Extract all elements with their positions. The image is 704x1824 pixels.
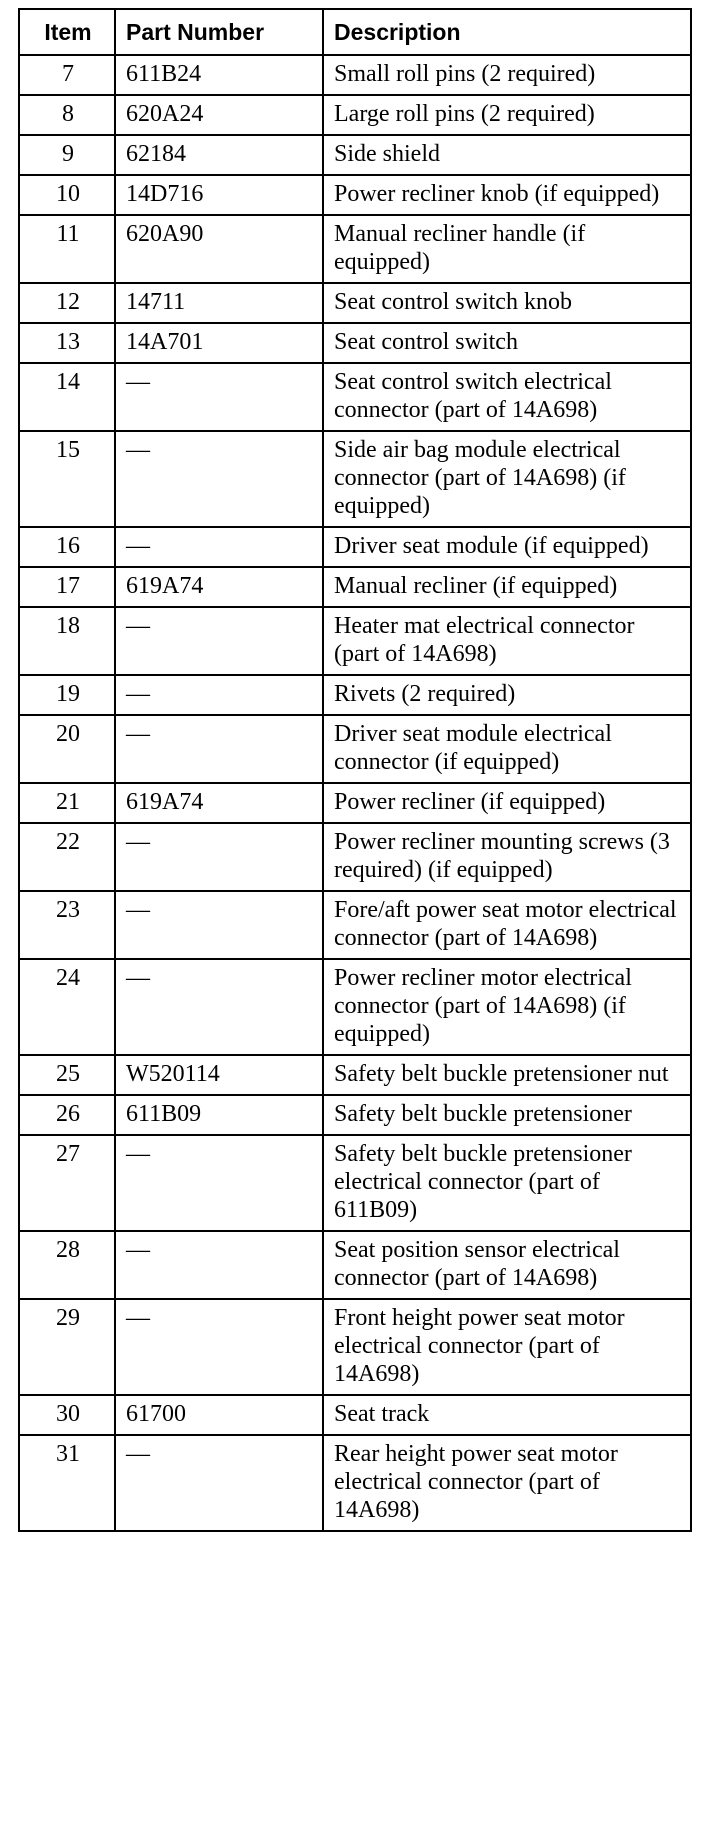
item-cell: 13 [19, 323, 115, 363]
table-row [19, 891, 691, 959]
description-cell: Safety belt buckle pretensioner nut [323, 1055, 691, 1095]
table-row [19, 1095, 691, 1135]
description-cell: Front height power seat motor electrical connector (part of 14A698) [323, 1299, 691, 1395]
table-row [19, 783, 691, 823]
part-number-cell: — [115, 363, 323, 431]
description-cell: Seat position sensor electrical connector (part of 14A698) [323, 1231, 691, 1299]
item-cell: 31 [19, 1435, 115, 1531]
part-number-cell: 619A74 [115, 783, 323, 823]
part-number-cell: — [115, 1435, 323, 1531]
item-cell: 27 [19, 1135, 115, 1231]
item-cell: 8 [19, 95, 115, 135]
table-row [19, 363, 691, 431]
part-number-cell: — [115, 607, 323, 675]
item-cell: 16 [19, 527, 115, 567]
item-cell: 15 [19, 431, 115, 527]
description-cell: Heater mat electrical connector (part of 14A698) [323, 607, 691, 675]
description-cell: Power recliner knob (if equipped) [323, 175, 691, 215]
description-cell: Manual recliner handle (if equipped) [323, 215, 691, 283]
item-cell: 26 [19, 1095, 115, 1135]
description-cell: Power recliner motor electrical connector (part of 14A698) (if equipped) [323, 959, 691, 1055]
table-row [19, 823, 691, 891]
part-number-cell: — [115, 1299, 323, 1395]
item-cell: 9 [19, 135, 115, 175]
item-cell: 22 [19, 823, 115, 891]
part-number-cell: 14A701 [115, 323, 323, 363]
part-number-cell: 61700 [115, 1395, 323, 1435]
description-cell: Fore/aft power seat motor electrical connector (part of 14A698) [323, 891, 691, 959]
header-item: Item [19, 9, 115, 55]
header-description: Description [323, 9, 691, 55]
table-row [19, 55, 691, 95]
header-row [19, 9, 691, 55]
item-cell: 20 [19, 715, 115, 783]
item-cell: 10 [19, 175, 115, 215]
part-number-cell: — [115, 959, 323, 1055]
item-cell: 17 [19, 567, 115, 607]
table-row [19, 715, 691, 783]
parts-table-container [18, 8, 690, 1532]
table-row [19, 959, 691, 1055]
header-part-number: Part Number [115, 9, 323, 55]
table-row [19, 527, 691, 567]
part-number-cell: — [115, 527, 323, 567]
table-row [19, 567, 691, 607]
description-cell: Safety belt buckle pretensioner [323, 1095, 691, 1135]
parts-table [18, 8, 692, 1532]
part-number-cell: — [115, 431, 323, 527]
part-number-cell: — [115, 823, 323, 891]
description-cell: Side shield [323, 135, 691, 175]
part-number-cell: W520114 [115, 1055, 323, 1095]
item-cell: 12 [19, 283, 115, 323]
table-row [19, 95, 691, 135]
table-row [19, 1395, 691, 1435]
part-number-cell: 14711 [115, 283, 323, 323]
part-number-cell: 62184 [115, 135, 323, 175]
table-row [19, 283, 691, 323]
table-row [19, 1231, 691, 1299]
description-cell: Rivets (2 required) [323, 675, 691, 715]
item-cell: 19 [19, 675, 115, 715]
table-row [19, 135, 691, 175]
description-cell: Large roll pins (2 required) [323, 95, 691, 135]
table-row [19, 1135, 691, 1231]
table-row [19, 323, 691, 363]
description-cell: Seat track [323, 1395, 691, 1435]
description-cell: Driver seat module (if equipped) [323, 527, 691, 567]
table-row [19, 215, 691, 283]
table-row [19, 607, 691, 675]
item-cell: 30 [19, 1395, 115, 1435]
item-cell: 23 [19, 891, 115, 959]
part-number-cell: 620A90 [115, 215, 323, 283]
part-number-cell: 619A74 [115, 567, 323, 607]
description-cell: Power recliner mounting screws (3 required) (if equipped) [323, 823, 691, 891]
description-cell: Driver seat module electrical connector (if equipped) [323, 715, 691, 783]
description-cell: Seat control switch [323, 323, 691, 363]
item-cell: 28 [19, 1231, 115, 1299]
item-cell: 21 [19, 783, 115, 823]
description-cell: Seat control switch knob [323, 283, 691, 323]
part-number-cell: 14D716 [115, 175, 323, 215]
part-number-cell: 611B24 [115, 55, 323, 95]
description-cell: Power recliner (if equipped) [323, 783, 691, 823]
part-number-cell: — [115, 1135, 323, 1231]
part-number-cell: 620A24 [115, 95, 323, 135]
item-cell: 18 [19, 607, 115, 675]
table-row [19, 175, 691, 215]
table-row [19, 431, 691, 527]
description-cell: Safety belt buckle pretensioner electrical connector (part of 611B09) [323, 1135, 691, 1231]
table-body [19, 55, 691, 1531]
part-number-cell: — [115, 715, 323, 783]
item-cell: 7 [19, 55, 115, 95]
item-cell: 29 [19, 1299, 115, 1395]
description-cell: Manual recliner (if equipped) [323, 567, 691, 607]
part-number-cell: — [115, 891, 323, 959]
part-number-cell: 611B09 [115, 1095, 323, 1135]
description-cell: Small roll pins (2 required) [323, 55, 691, 95]
description-cell: Seat control switch electrical connector (part of 14A698) [323, 363, 691, 431]
description-cell: Rear height power seat motor electrical connector (part of 14A698) [323, 1435, 691, 1531]
part-number-cell: — [115, 1231, 323, 1299]
item-cell: 24 [19, 959, 115, 1055]
part-number-cell: — [115, 675, 323, 715]
table-row [19, 1055, 691, 1095]
table-row [19, 1299, 691, 1395]
item-cell: 14 [19, 363, 115, 431]
table-row [19, 675, 691, 715]
item-cell: 11 [19, 215, 115, 283]
item-cell: 25 [19, 1055, 115, 1095]
table-row [19, 1435, 691, 1531]
description-cell: Side air bag module electrical connector (part of 14A698) (if equipped) [323, 431, 691, 527]
